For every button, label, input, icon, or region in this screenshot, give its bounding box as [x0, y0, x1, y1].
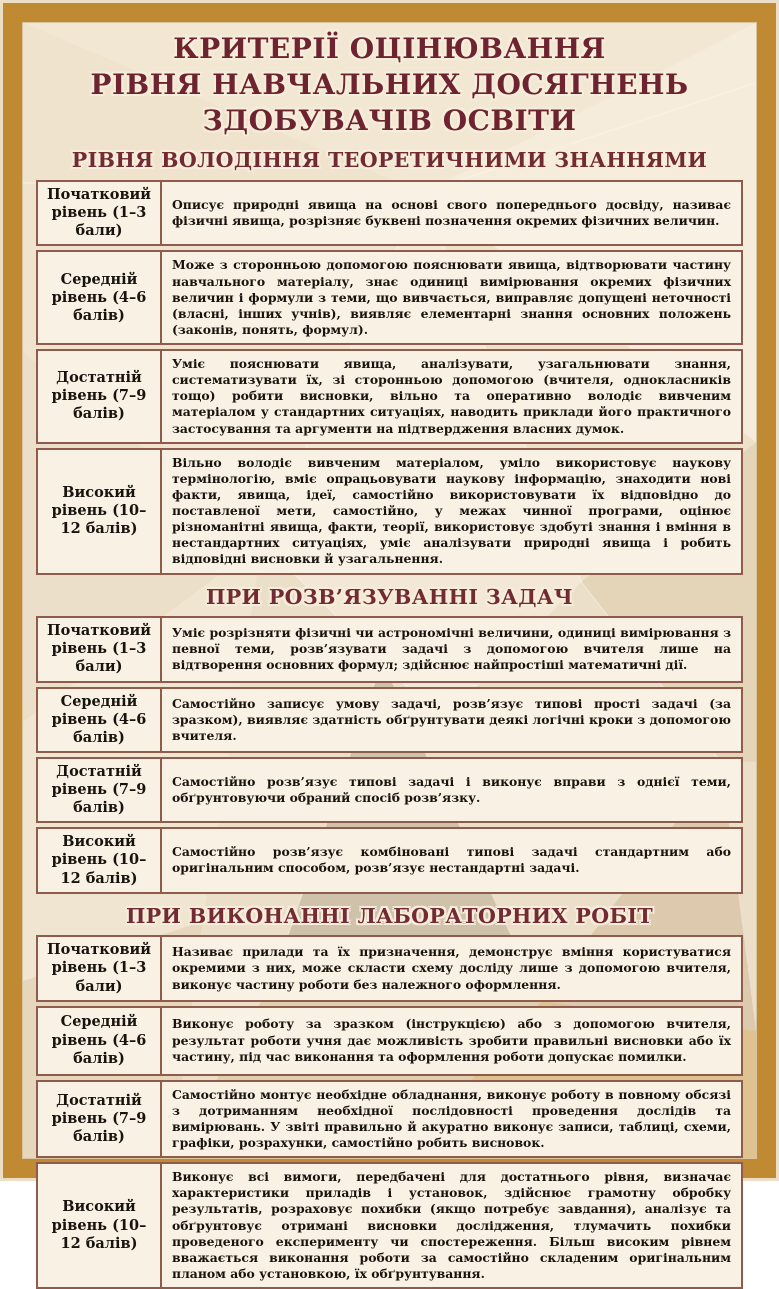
table-row: [36, 757, 743, 823]
table-row: [36, 250, 743, 345]
table-row: [36, 1006, 743, 1076]
table-row: [36, 180, 743, 246]
level-description: Виконує роботу за зразком (інструкцією) або з допомогою вчителя, результат роботи учня дає можливість зробити правильні висновки або їх частину, під час виконання та оформлення роботи допускає помилки.: [172, 1016, 731, 1064]
level-label: Високий рівень (10–12 балів): [38, 1164, 162, 1287]
page-title-line-1: КРИТЕРІЇ ОЦІНЮВАННЯ: [173, 32, 606, 65]
level-description: Уміє пояснювати явища, аналізувати, узагальнювати знання, систематизувати їх, зі сторонньою допомогою (вчителя, однокласників тощо) робити висновки, вільно та оперативно володіє вивченим матеріалом у стандартних ситуаціях, наводить приклади його практичного застосування та аргументи на підтвердження власних думок.: [172, 356, 731, 436]
rubric-table-theoretical-knowledge: [36, 180, 743, 575]
page-title-line-2: РІВНЯ НАВЧАЛЬНИХ ДОСЯГНЕНЬ: [90, 67, 689, 101]
level-description: Самостійно розв’язує комбіновані типові задачі стандартним або оригінальним способом, розв’язує нестандартні задачі.: [172, 844, 731, 876]
table-row: [36, 1162, 743, 1289]
table-row: [36, 616, 743, 682]
table-row: [36, 687, 743, 753]
level-label: Високий рівень (10–12 балів): [38, 829, 162, 891]
level-description: Вільно володіє вивченим матеріалом, уміло використовує наукову термінологію, вміє опрацьовувати наукову інформацію, знаходити нові факти, явища, ідеї, самостійно використовувати їх відповідно до поставленої мети, самостійно, у межах чинної програми, оцінює різноманітні явища, факти, теорії, використовує здобуті знання і вміння в нестандартних ситуаціях, уміє аналізувати природні явища і робить відповідні висновки й узагальнення.: [172, 454, 731, 567]
level-label: Достатній рівень (7–9 балів): [38, 1082, 162, 1157]
rubric-table-laboratory-work: [36, 935, 743, 1289]
level-label: Достатній рівень (7–9 балів): [38, 351, 162, 442]
table-row: [36, 448, 743, 575]
rubric-table-problem-solving: [36, 616, 743, 894]
table-row: [36, 827, 743, 893]
level-label: Середній рівень (4–6 балів): [38, 689, 162, 751]
level-description: Може з сторонньою допомогою пояснювати явища, відтворювати частину навчального матеріалу, знає одиниці вимірювання окремих фізичних величин і формули з теми, що вивчається, виправляє допущені неточності (власні, інших учнів), виявляє елементарні знання основних положень (законів, понять, формул).: [172, 257, 731, 337]
level-label: Початковий рівень (1–3 бали): [38, 182, 162, 244]
table-row: [36, 935, 743, 1001]
section-heading-theoretical-knowledge: РІВНЯ ВОЛОДІННЯ ТЕОРЕТИЧНИМИ ЗНАННЯМИ: [71, 148, 708, 173]
page-title: [36, 31, 743, 138]
level-label: Високий рівень (10–12 балів): [38, 450, 162, 573]
level-description: Виконує всі вимоги, передбачені для достатнього рівня, визначає характеристики приладів і установок, здійснює грамотну обробку результатів, розраховує похибки (якщо потребує завдання), аналізує та обґрунтовує отримані висновки дослідження, тлумачить похибки проведеного експерименту чи спостереження. Більш високим рівнем вважається виконання роботи за самостійно складеним оригінальним планом або установкою, їх обґрунтування.: [172, 1169, 731, 1281]
level-label: Середній рівень (4–6 балів): [38, 1008, 162, 1074]
section-heading-problem-solving: ПРИ РОЗВ’ЯЗУВАННІ ЗАДАЧ: [205, 584, 574, 609]
poster-content: [23, 23, 756, 1289]
level-label: Середній рівень (4–6 балів): [38, 252, 162, 343]
level-description: Описує природні явища на основі свого попереднього досвіду, називає фізичні явища, розрізняє буквені позначення окремих фізичних величин.: [172, 197, 731, 229]
level-label: Початковий рівень (1–3 бали): [38, 937, 162, 999]
level-label: Початковий рівень (1–3 бали): [38, 618, 162, 680]
level-label: Достатній рівень (7–9 балів): [38, 759, 162, 821]
level-description: Називає прилади та їх призначення, демонструє вміння користуватися окремими з них, може скласти схему досліду лише з допомогою вчителя, виконує частину роботи без належного оформлення.: [172, 944, 731, 992]
poster-inner: [22, 22, 757, 1281]
page-title-line-3: ЗДОБУВАЧІВ ОСВІТИ: [202, 103, 577, 137]
level-description: Уміє розрізняти фізичні чи астрономічні величини, одиниці вимірювання з певної теми, розв’язувати задачі з допомогою вчителя лише на відтворення основних формул; здійснює найпростіші математичні дії.: [172, 625, 731, 673]
section-heading-laboratory-work: ПРИ ВИКОНАННІ ЛАБОРАТОРНИХ РОБІТ: [125, 903, 654, 928]
level-description: Самостійно записує умову задачі, розв’язує типові прості задачі (за зразком), виявляє здатність обґрунтувати деякі логічні кроки з допомогою вчителя.: [172, 695, 731, 743]
table-row: [36, 1080, 743, 1159]
table-row: [36, 349, 743, 444]
level-description: Самостійно розв’язує типові задачі і виконує вправи з однієї теми, обґрунтовуючи обраний спосіб розв’язку.: [172, 773, 731, 806]
level-description: Самостійно монтує необхідне обладнання, виконує роботу в повному обсязі з дотриманням необхідної послідовності проведення дослідів та вимірювань. У звіті правильно й акуратно виконує записи, таблиці, схеми, графіки, розрахунки, самостійно робить висновок.: [172, 1086, 731, 1151]
